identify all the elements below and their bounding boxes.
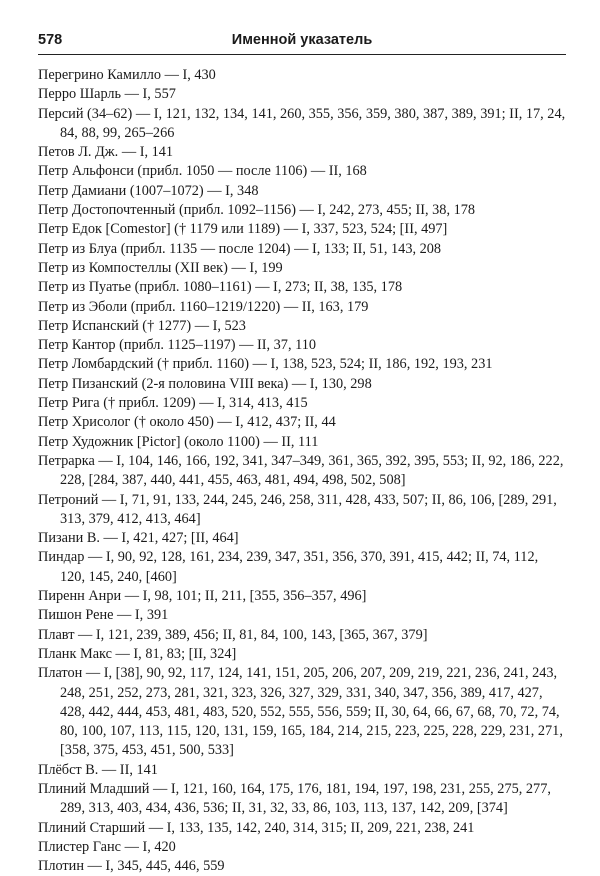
index-entry: Петр Хрисолог († около 450) — I, 412, 437; II, 44	[38, 414, 336, 431]
running-title: Именной указатель	[231, 32, 373, 48]
index-entry: Пишон Рене — I, 391	[38, 607, 169, 624]
index-entry: Платон — I, [38], 90, 92, 117, 124, 141, 151, 205, 206, 207, 209, 219, 221, 236, 241, 243, 248, 251, 252, 273, 281, 321, 323, 326, 327, 329, 331, 340, 347, 356, 389, 417, 427, 428, 442, 444, 453, 481, 483, 520, 552, 555, 556, 559; II, 30, 64, 66, 67, 68, 70, 72, 74, 80, 100, 107, 113, 115, 120, 131, 159, 165, 184, 214, 215, 223, 225, 228, 229, 231, 271, [358, 375, 453, 451, 500, 533]	[38, 665, 563, 759]
index-entry: Петр из Пуатье (прибл. 1080–1161) — I, 273; II, 38, 135, 178	[38, 279, 403, 296]
index-entry: Пиренн Анри — I, 98, 101; II, 211, [355, 356–357, 496]	[38, 588, 367, 605]
index-entry: Плотин — I, 345, 445, 446, 559	[38, 858, 225, 875]
index-entry: Петр Ломбардский († прибл. 1160) — I, 138, 523, 524; II, 186, 192, 193, 231	[38, 356, 493, 373]
index-entry: Петр Альфонси (прибл. 1050 — после 1106) — II, 168	[38, 163, 367, 180]
index-entry: Петр Кантор (прибл. 1125–1197) — II, 37, 110	[38, 337, 317, 354]
index-entry: Плавт — I, 121, 239, 389, 456; II, 81, 84, 100, 143, [365, 367, 379]	[38, 626, 428, 643]
name-index-list	[38, 66, 566, 876]
index-entry: Плёбст В. — II, 141	[38, 761, 158, 778]
index-entry: Петр Испанский († 1277) — I, 523	[38, 317, 246, 334]
index-entry: Петрарка — I, 104, 146, 166, 192, 341, 347–349, 361, 365, 392, 395, 553; II, 92, 186, 222, 228, [284, 387, 440, 441, 455, 463, 481, 494, 498, 502, 508]	[38, 452, 564, 489]
index-entry: Петр Пизанский (2-я половина VIII века) — I, 130, 298	[38, 375, 372, 392]
index-entry: Петр Художник [Pictor] (около 1100) — II, 111	[38, 433, 319, 450]
index-entry: Пиндар — I, 90, 92, 128, 161, 234, 239, 347, 351, 356, 370, 391, 415, 442; II, 74, 112, 120, 145, 240, [460]	[38, 549, 539, 585]
index-entry: Перегрино Камилло — I, 430	[38, 67, 216, 83]
index-entry: Плиний Младший — I, 121, 160, 164, 175, 176, 181, 194, 197, 198, 231, 255, 275, 277, 289, 313, 403, 434, 436, 536; II, 31, 32, 33, 86, 103, 113, 137, 142, 209, [374]	[38, 780, 551, 817]
index-entry: Петр Достопочтенный (прибл. 1092–1156) — I, 242, 273, 455; II, 38, 178	[38, 202, 476, 219]
index-entry: Петр из Эболи (прибл. 1160–1219/1220) — II, 163, 179	[38, 298, 369, 315]
index-entry: Петр из Компостеллы (XII век) — I, 199	[38, 259, 283, 276]
index-entry: Петр Едок [Comestor] († 1179 или 1189) — I, 337, 523, 524; [II, 497]	[38, 221, 448, 238]
index-entry: Планк Макс — I, 81, 83; [II, 324]	[38, 645, 237, 662]
index-entry: Перро Шарль — I, 557	[38, 86, 176, 103]
index-entry: Петр Рига († прибл. 1209) — I, 314, 413, 415	[38, 395, 308, 412]
index-entry: Пизани В. — I, 421, 427; [II, 464]	[38, 530, 239, 547]
index-entry: Плистер Ганс — I, 420	[38, 838, 176, 855]
page-header	[38, 30, 566, 55]
index-entry: Петов Л. Дж. — I, 141	[38, 144, 174, 161]
index-entry: Петр Дамиани (1007–1072) — I, 348	[38, 182, 259, 199]
index-entry: Петр из Блуа (прибл. 1135 — после 1204) — I, 133; II, 51, 143, 208	[38, 240, 442, 257]
page-number: 578	[38, 32, 63, 48]
index-entry: Плиний Старший — I, 133, 135, 142, 240, 314, 315; II, 209, 221, 238, 241	[38, 819, 475, 836]
index-entry: Персий (34–62) — I, 121, 132, 134, 141, 260, 355, 356, 359, 380, 387, 389, 391; II, 17, 24, 84, 88, 99, 265–266	[38, 105, 566, 141]
index-entry: Петроний — I, 71, 91, 133, 244, 245, 246, 258, 311, 428, 433, 507; II, 86, 106, [289, 291, 313, 379, 412, 413, 464]	[38, 491, 557, 527]
